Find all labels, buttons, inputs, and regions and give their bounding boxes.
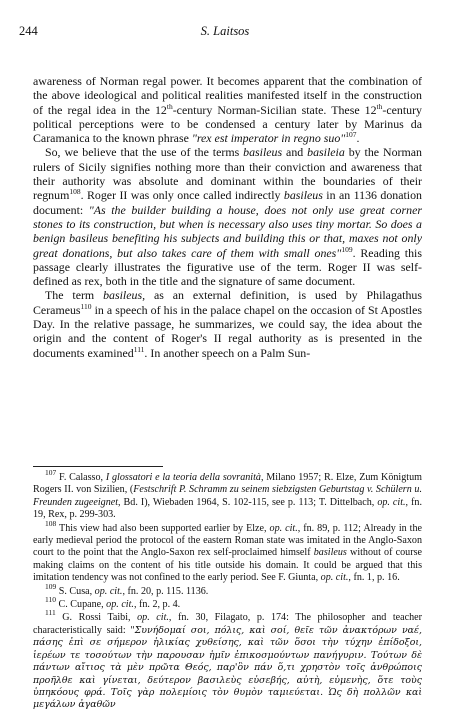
term: basileus bbox=[243, 145, 283, 160]
footnote-111 bbox=[33, 608, 422, 711]
term: basileus bbox=[283, 188, 323, 203]
footnote-number: 110 bbox=[45, 595, 56, 605]
text-run: and bbox=[282, 145, 308, 160]
title: I glossatori e la teoria della sovranità bbox=[105, 472, 261, 483]
text-run: in an 1136 donation document: bbox=[33, 188, 422, 217]
footnote-ref-109: 109 bbox=[341, 244, 353, 254]
citation: op. cit. bbox=[377, 496, 406, 508]
citation: op. cit. bbox=[94, 585, 123, 597]
footnote-ref-107: 107 bbox=[345, 130, 357, 140]
text-run: . In another speech on a Palm Sun- bbox=[144, 345, 311, 360]
title: Festschrift P. Schramm zu seinem siebzigsten Geburtstag v. Schülern u. Freunden zugeeignet bbox=[33, 484, 422, 508]
text-run: F. Calasso, bbox=[56, 472, 106, 483]
footnotes bbox=[33, 468, 422, 713]
text-run: . Reading this passage clearly illustrates the figurative use of the term. Roger II was self-defined as rex, both in the title and the signature of same document. bbox=[33, 245, 422, 289]
footnote-ref-111: 111 bbox=[133, 344, 145, 354]
footnote-separator bbox=[33, 466, 163, 467]
footnote-107 bbox=[33, 468, 422, 522]
footnote-number: 111 bbox=[45, 608, 56, 618]
term: basileus bbox=[313, 547, 347, 559]
text-run: , fn. 89, p. 112; Already in the early medieval period the protocol of the eastern Roman state was imitated in the Anglo-Saxon court to the point that the Anglo-Saxon rex self-proclaimed himself bbox=[33, 522, 422, 559]
greek-quotation: "Συνήδομαί σοι, πόλις, καὶ σοί, θεῖε τῶν ἀνακτόρων ναέ, πάσης ἐπὶ σε σήμερον ἡλικίας χυθείσης, καὶ τῶν ὅσοι τὴν τύχην ἐπίδοξοι, ἱερέων τε τοσούτων τὴν παρουσαν ἡμῖν ἐπικοσμούντων πανήγυριν. Τούτων δὲ πάντων αἴτιος τὰ μὲν πρῶτα Θεός, παρ'ὃν πάν ὅ,τι χρηστὸν τοῖς ἀνθρώποις προῆλθε καὶ γίνεται, δεύτερον βασιλεὺς εὐσεβής, αὐτὴ, εὐμενὴς, ὅτε τοὺς ὑπηκόους φρά. Τοῖς γὰρ πολεμίοις τὸν θυμὸν ταμιεύεται. Ὡς δὴ πολλῶν καὶ μεγάλων ἀγαθῶν bbox=[33, 624, 422, 711]
paragraph-2 bbox=[33, 145, 422, 288]
text-run: . bbox=[356, 131, 360, 146]
term: basileus, bbox=[103, 288, 146, 303]
text-run: awareness of Norman regal power. It becomes apparent that the combination of the above ideological and political realities manifested itself in the construction of the regal idea in the 12 bbox=[33, 74, 422, 117]
superscript: th bbox=[376, 101, 383, 111]
term: basileia bbox=[307, 145, 345, 160]
page-header bbox=[0, 24, 450, 40]
text-run: , fn. 20, p. 115. 1136. bbox=[122, 585, 209, 597]
text-run: . Roger II was only once called indirectly bbox=[80, 188, 284, 203]
text-run: This view had also been supported earlier by Elze, bbox=[56, 522, 270, 534]
text-run: G. Rossi Taibi, bbox=[55, 612, 138, 624]
footnote-110 bbox=[33, 595, 422, 611]
citation: op. cit. bbox=[269, 522, 298, 534]
footnote-ref-110: 110 bbox=[80, 301, 92, 311]
text-run: The term bbox=[45, 288, 104, 303]
citation: op. cit. bbox=[106, 599, 134, 611]
paragraph-1 bbox=[33, 74, 422, 145]
text-run: , Bd. I), Wiebaden 1964, S. 102-115, see p. 113; T. Dittelbach, bbox=[118, 496, 378, 508]
text-run: S. Cusa, bbox=[56, 585, 95, 597]
page-number: 244 bbox=[19, 24, 38, 38]
text-run: -century political perceptions were to be condensed a century later by Marinus da Caramanica to the known phrase bbox=[33, 102, 422, 146]
quotation: "As the builder building a house, does not only use great corner stones to its construction, but when is necessary also uses tiny mortar. So does a benign basileus benefiting his subjects and building this or that, maxes not only great donations, but also takes care of them with small ones" bbox=[33, 202, 422, 260]
superscript: th bbox=[166, 101, 173, 111]
text-run: -century Norman-Sicilian state. These 12 bbox=[172, 102, 377, 117]
footnote-number: 107 bbox=[45, 468, 57, 477]
text-run: as an external definition, is used by Philagathus Cerameus bbox=[33, 288, 422, 317]
text-run: in a speech of his in the palace chapel on the occasion of St Apostles Day. In the relative passage, he summarizes, we could say, the idea about the origin and the content of Roger's II regal authority as is presented in the documents examined bbox=[33, 302, 422, 360]
text-run: , fn. 19, Rex, p. 299-303. bbox=[33, 496, 422, 521]
citation: op. cit. bbox=[320, 572, 349, 584]
citation: op. cit. bbox=[137, 612, 169, 624]
quotation: "rex est imperator in regno suo" bbox=[191, 131, 346, 146]
text-run: , fn. 2, p. 4. bbox=[133, 599, 181, 611]
footnote-108 bbox=[33, 518, 422, 585]
footnote-number: 108 bbox=[45, 518, 57, 528]
text-run: by the Norman rulers of Sicily signifies nothing more than their conviction and awareness that their authority was absolute and dominant within the boundaries of their regnum bbox=[33, 145, 422, 203]
footnote-ref-108: 108 bbox=[69, 187, 81, 197]
text-run: , fn. 30, Filagato, p. 174: The philosopher and teacher characteristically said: bbox=[33, 612, 422, 636]
paragraph-3 bbox=[33, 288, 422, 359]
text-run: So, we believe that the use of the terms bbox=[45, 145, 244, 160]
text-run: , Milano 1957; R. Elze, Zum Königtum Rogers II. von Sizilien, ( bbox=[33, 472, 422, 496]
main-text bbox=[33, 74, 422, 360]
footnote-number: 109 bbox=[45, 581, 57, 591]
text-run: C. Cupane, bbox=[55, 599, 107, 611]
text-run: without of course making claims on the content of his title outside his domain. It could be argued that this imitation tendency was not confined to the early period. See F. Giunta, bbox=[33, 547, 422, 584]
text-run: , fn. 1, p. 16. bbox=[348, 572, 400, 584]
footnote-109 bbox=[33, 581, 422, 598]
running-head: S. Laitsos bbox=[200, 24, 250, 38]
